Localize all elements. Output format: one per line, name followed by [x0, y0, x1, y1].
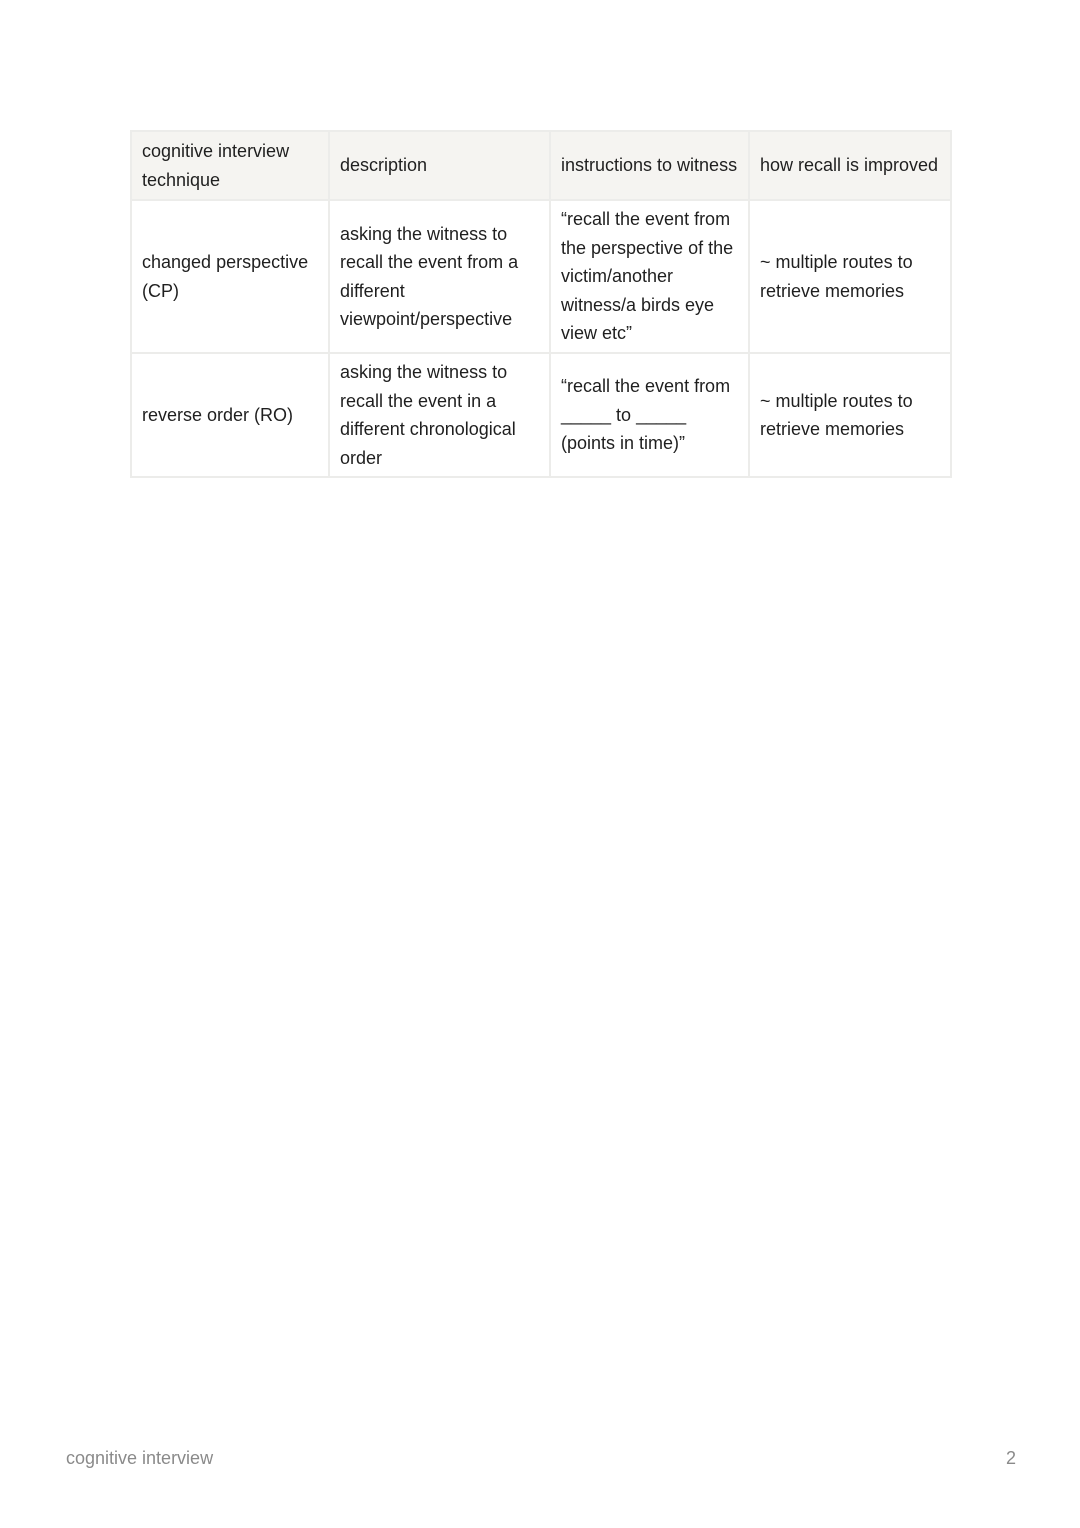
cognitive-interview-techniques-table	[130, 130, 952, 478]
header-improvement: how recall is improved	[749, 131, 951, 200]
table-body	[131, 200, 951, 477]
table-row	[131, 200, 951, 353]
header-description: description	[329, 131, 550, 200]
footer-document-title: cognitive interview	[66, 1448, 214, 1468]
footer-page-number: 2	[1005, 1448, 1016, 1468]
cell-instructions: “recall the event from the perspective of the victim/another witness/a birds eye view etc”	[550, 200, 749, 353]
cell-improvement: ~ multiple routes to retrieve memories	[749, 353, 951, 477]
cell-technique: changed perspective (CP)	[131, 200, 329, 353]
table-header-row	[131, 131, 951, 200]
table-row	[131, 353, 951, 477]
cell-description: asking the witness to recall the event from a different viewpoint/perspective	[329, 200, 550, 353]
header-technique: cognitive interview technique	[131, 131, 329, 200]
cell-description: asking the witness to recall the event in a different chronological order	[329, 353, 550, 477]
table-header	[131, 131, 951, 200]
cell-instructions: “recall the event from _____ to _____ (points in time)”	[550, 353, 749, 477]
header-instructions: instructions to witness	[550, 131, 749, 200]
cell-technique: reverse order (RO)	[131, 353, 329, 477]
cell-improvement: ~ multiple routes to retrieve memories	[749, 200, 951, 353]
